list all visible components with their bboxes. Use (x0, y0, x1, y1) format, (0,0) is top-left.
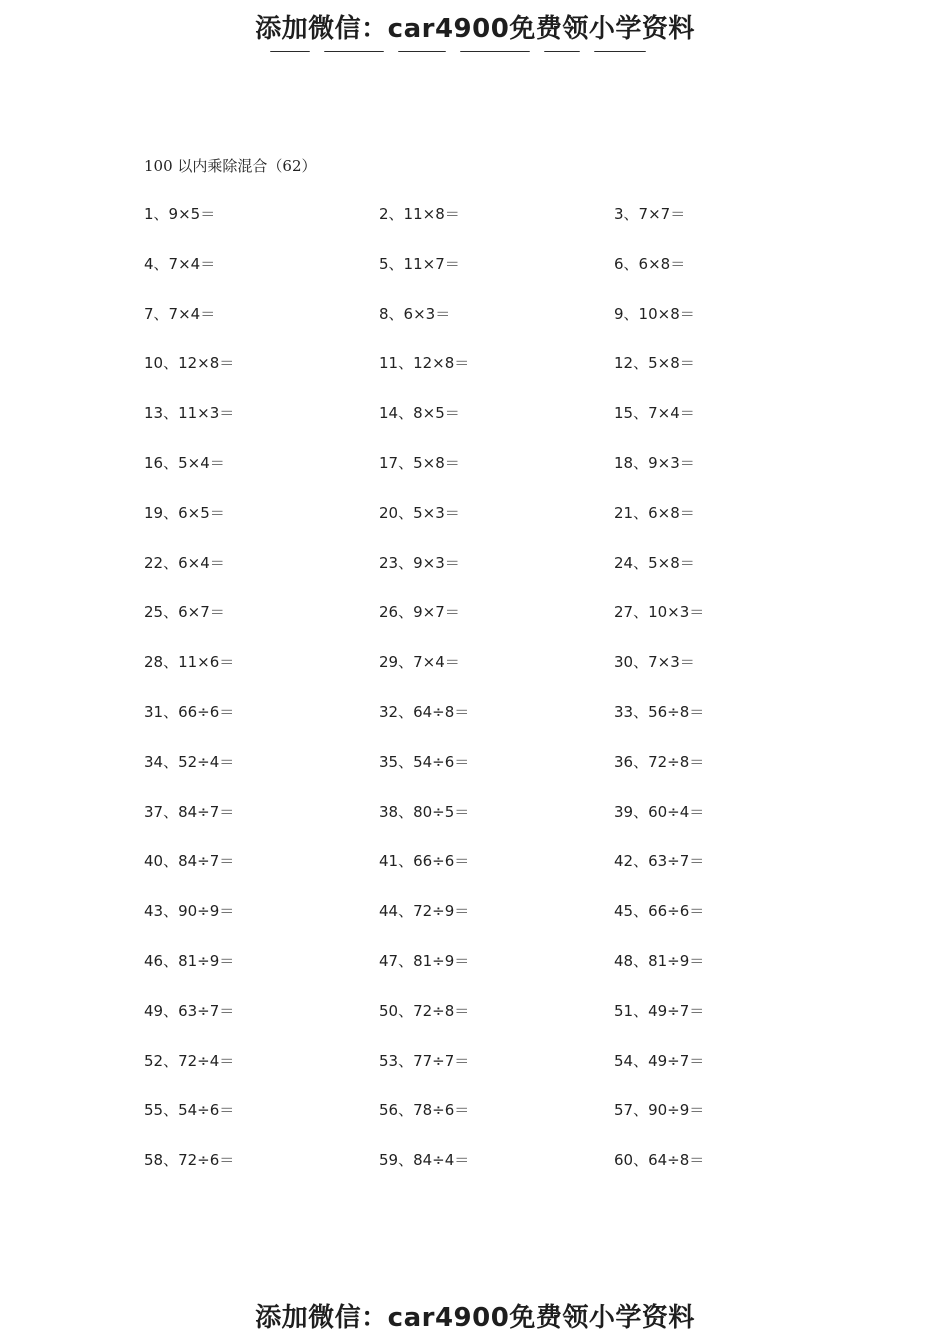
problem-item: 55、54÷6＝ (144, 1101, 235, 1120)
problem-item: 46、81÷9＝ (144, 951, 235, 970)
problem-item: 50、72÷8＝ (379, 1001, 470, 1020)
watermark-banner-bottom: 添加微信：car4900免费领小学资料 (255, 1303, 695, 1333)
problem-item: 49、63÷7＝ (144, 1001, 235, 1020)
problem-item: 59、84÷4＝ (379, 1151, 470, 1170)
problem-item: 40、84÷7＝ (144, 852, 235, 871)
problem-item: 10、12×8＝ (144, 354, 235, 373)
problem-item: 11、12×8＝ (379, 354, 470, 373)
problem-item: 47、81÷9＝ (379, 951, 470, 970)
problem-item: 26、9×7＝ (379, 603, 460, 622)
obscured-header-text (270, 44, 680, 52)
problem-item: 60、64÷8＝ (614, 1151, 705, 1170)
problem-item: 13、11×3＝ (144, 404, 235, 423)
problem-item: 45、66÷6＝ (614, 902, 705, 921)
problem-item: 25、6×7＝ (144, 603, 225, 622)
problem-item: 51、49÷7＝ (614, 1001, 705, 1020)
problem-item: 17、5×8＝ (379, 453, 460, 472)
problem-item: 16、5×4＝ (144, 453, 225, 472)
watermark-banner-top: 添加微信：car4900免费领小学资料 (255, 14, 695, 44)
problem-item: 35、54÷6＝ (379, 752, 470, 771)
problem-item: 12、5×8＝ (614, 354, 695, 373)
problem-item: 15、7×4＝ (614, 404, 695, 423)
problem-item: 30、7×3＝ (614, 653, 695, 672)
problem-item: 7、7×4＝ (144, 304, 216, 323)
problem-item: 56、78÷6＝ (379, 1101, 470, 1120)
problem-item: 58、72÷6＝ (144, 1151, 235, 1170)
problem-item: 53、77÷7＝ (379, 1051, 470, 1070)
problem-item: 22、6×4＝ (144, 553, 225, 572)
problem-item: 20、5×3＝ (379, 503, 460, 522)
problem-item: 18、9×3＝ (614, 453, 695, 472)
problem-item: 19、6×5＝ (144, 503, 225, 522)
problem-item: 41、66÷6＝ (379, 852, 470, 871)
problem-item: 21、6×8＝ (614, 503, 695, 522)
problem-item: 31、66÷6＝ (144, 702, 235, 721)
problem-item: 57、90÷9＝ (614, 1101, 705, 1120)
problem-item: 54、49÷7＝ (614, 1051, 705, 1070)
problem-item: 4、7×4＝ (144, 254, 216, 273)
problem-item: 39、60÷4＝ (614, 802, 705, 821)
problem-item: 34、52÷4＝ (144, 752, 235, 771)
obscured-footer-text (300, 1287, 650, 1291)
problem-item: 8、6×3＝ (379, 304, 451, 323)
problem-item: 32、64÷8＝ (379, 702, 470, 721)
problem-item: 37、84÷7＝ (144, 802, 235, 821)
problem-item: 1、9×5＝ (144, 205, 216, 223)
problem-item: 27、10×3＝ (614, 603, 705, 622)
problem-item: 14、8×5＝ (379, 404, 460, 423)
problem-item: 9、10×8＝ (614, 304, 695, 323)
problem-item: 3、7×7＝ (614, 205, 686, 223)
problem-item: 23、9×3＝ (379, 553, 460, 572)
problem-item: 29、7×4＝ (379, 653, 460, 672)
problem-item: 36、72÷8＝ (614, 752, 705, 771)
problem-item: 44、72÷9＝ (379, 902, 470, 921)
problem-item: 5、11×7＝ (379, 254, 460, 273)
problem-item: 43、90÷9＝ (144, 902, 235, 921)
problem-item: 24、5×8＝ (614, 553, 695, 572)
problem-item: 33、56÷8＝ (614, 702, 705, 721)
problem-item: 6、6×8＝ (614, 254, 686, 273)
problem-item: 48、81÷9＝ (614, 951, 705, 970)
problem-grid (144, 204, 864, 1200)
problem-item: 2、11×8＝ (379, 205, 460, 223)
problem-item: 28、11×6＝ (144, 653, 235, 672)
problem-item: 38、80÷5＝ (379, 802, 470, 821)
problem-item: 42、63÷7＝ (614, 852, 705, 871)
worksheet-title: 100 以内乘除混合（62） (144, 157, 317, 175)
problem-item: 52、72÷4＝ (144, 1051, 235, 1070)
